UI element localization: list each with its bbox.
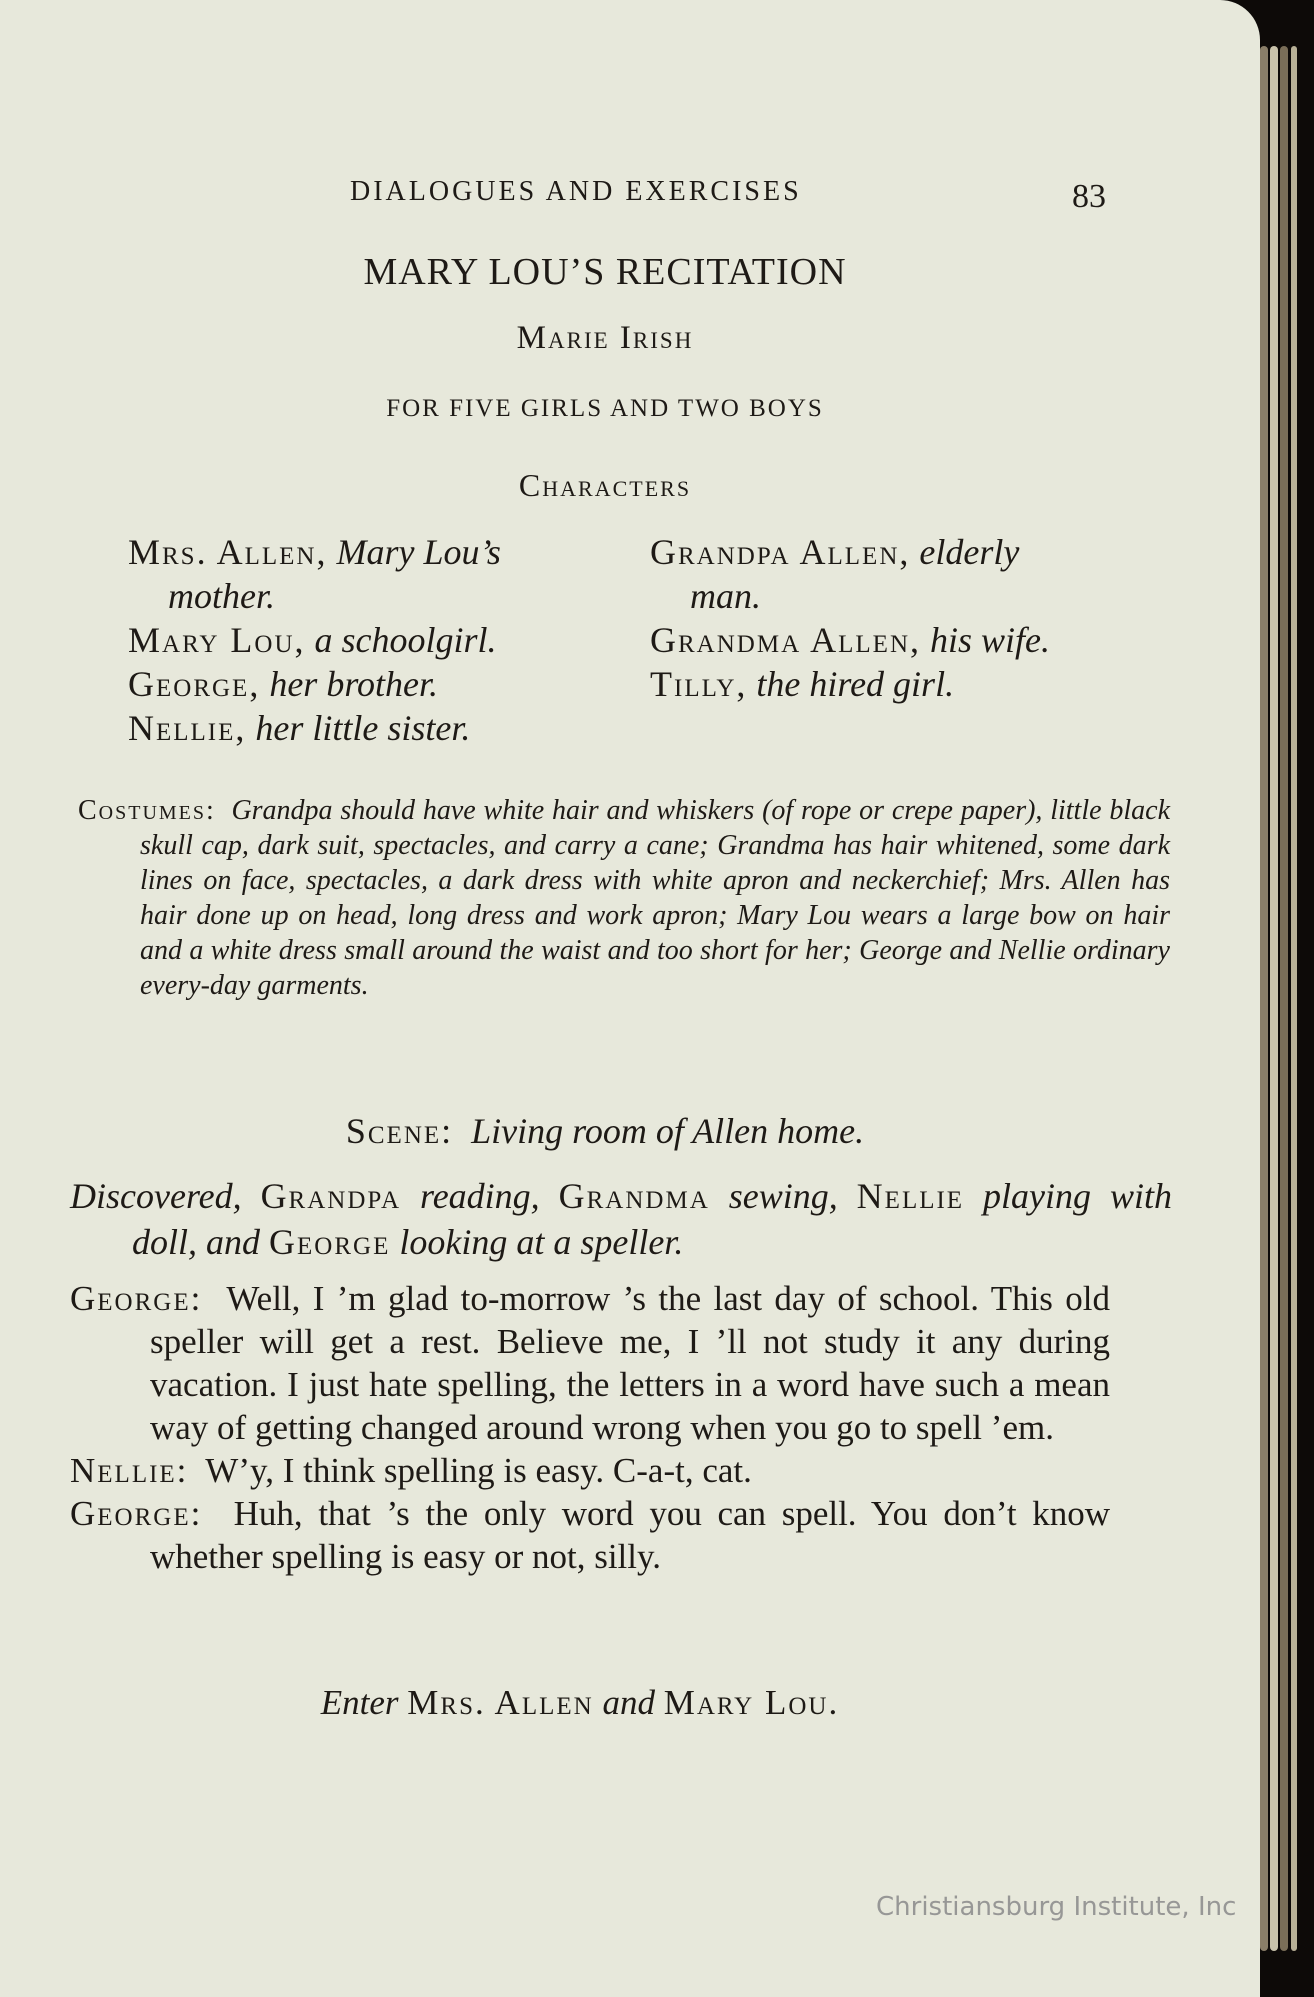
author-name: Marie Irish: [516, 320, 694, 356]
character-name: Tilly,: [650, 664, 748, 704]
direction-name: George: [269, 1222, 391, 1262]
character-desc-cont: man.: [690, 576, 761, 616]
dialogue-text: Huh, that ’s the only word you can spell. You don’t know whether spelling is easy or not, silly.: [150, 1494, 1111, 1576]
direction-text: playing with doll, and: [132, 1176, 1172, 1262]
character-desc: his wife.: [930, 620, 1051, 660]
page-edge: [1291, 46, 1297, 1951]
character-name: George,: [128, 664, 261, 704]
enter-direction: [0, 1683, 1160, 1723]
character-entry: [650, 530, 1120, 618]
page-edge: [1270, 46, 1278, 1951]
direction-text: sewing,: [728, 1176, 838, 1216]
enter-name: Mary Lou.: [663, 1683, 840, 1722]
character-desc: Mary Lou’s: [336, 532, 501, 572]
character-desc: elderly: [919, 532, 1020, 572]
dialogue-block: [70, 1277, 1110, 1578]
character-entry: [650, 618, 1120, 662]
enter-name: Mrs. Allen: [407, 1683, 594, 1722]
speaker-name: George:: [70, 1279, 203, 1318]
running-head: DIALOGUES AND EXERCISES: [350, 176, 802, 207]
enter-word: Enter: [320, 1683, 399, 1722]
dialogue-line: [70, 1492, 1110, 1578]
costumes-text: Grandpa should have white hair and whiskers (of rope or crepe paper), little black skull cap, dark suit, spectacles, and carry a cane; Grandma has hair whitened, some dark lines on face, spectacles, a dark dress with white apron and neckerchief; Mrs. Allen has hair done up on head, long dress and work apron; Mary Lou wears a large bow on hair and a white dress small around the waist and too short for her; George and Nellie ordinary every-day garments.: [140, 795, 1170, 1001]
character-name: Mary Lou,: [128, 620, 306, 660]
characters-left-column: [128, 530, 608, 750]
character-entry: [128, 662, 608, 706]
characters-heading: Characters: [518, 467, 692, 503]
scene-label: Scene:: [345, 1111, 454, 1151]
watermark: Christiansburg Institute, Inc: [876, 1892, 1237, 1922]
stage-direction: [70, 1173, 1172, 1265]
character-entry: [128, 530, 608, 618]
direction-text: looking at a speller.: [399, 1222, 684, 1262]
character-name: Mrs. Allen,: [128, 532, 328, 572]
dialogue-line: [70, 1277, 1110, 1449]
character-entry: [650, 662, 1120, 706]
scene-line: [0, 1110, 1210, 1152]
character-desc: her brother.: [269, 664, 438, 704]
characters-right-column: [650, 530, 1120, 706]
costumes-label: Costumes:: [78, 795, 216, 826]
page-edge: [1260, 46, 1268, 1951]
character-desc: her little sister.: [255, 708, 471, 748]
character-name: Grandma Allen,: [650, 620, 921, 660]
character-name: Nellie,: [128, 708, 247, 748]
direction-name: Grandpa: [260, 1176, 402, 1216]
subtitle: FOR FIVE GIRLS AND TWO BOYS: [386, 395, 824, 422]
page-number: 83: [1072, 178, 1106, 215]
direction-text: Discovered,: [70, 1176, 242, 1216]
enter-word: and: [602, 1683, 655, 1722]
character-entry: [128, 618, 608, 662]
page-title: MARY LOU’S RECITATION: [363, 251, 847, 293]
dialogue-text: W’y, I think spelling is easy. C-a-t, cat.: [205, 1451, 752, 1490]
character-desc: a schoolgirl.: [314, 620, 497, 660]
dialogue-line: [70, 1449, 1110, 1492]
character-entry: [128, 706, 608, 750]
character-desc-cont: mother.: [168, 576, 275, 616]
page-edge: [1280, 46, 1288, 1951]
scene-text: Living room of Allen home.: [471, 1111, 865, 1151]
direction-text: reading,: [420, 1176, 540, 1216]
speaker-name: Nellie:: [70, 1451, 189, 1490]
direction-name: Nellie: [856, 1176, 965, 1216]
costumes-note: [78, 793, 1170, 1003]
direction-name: Grandma: [558, 1176, 710, 1216]
character-name: Grandpa Allen,: [650, 532, 911, 572]
dialogue-text: Well, I ’m glad to-morrow ’s the last day of school. This old speller will get a rest. Believe me, I ’ll not study it any during vacation. I just hate spelling, the letters in a word have such a mean way of getting changed around wrong when you go to spell ’em.: [150, 1279, 1110, 1447]
speaker-name: George:: [70, 1494, 203, 1533]
character-desc: the hired girl.: [756, 664, 955, 704]
